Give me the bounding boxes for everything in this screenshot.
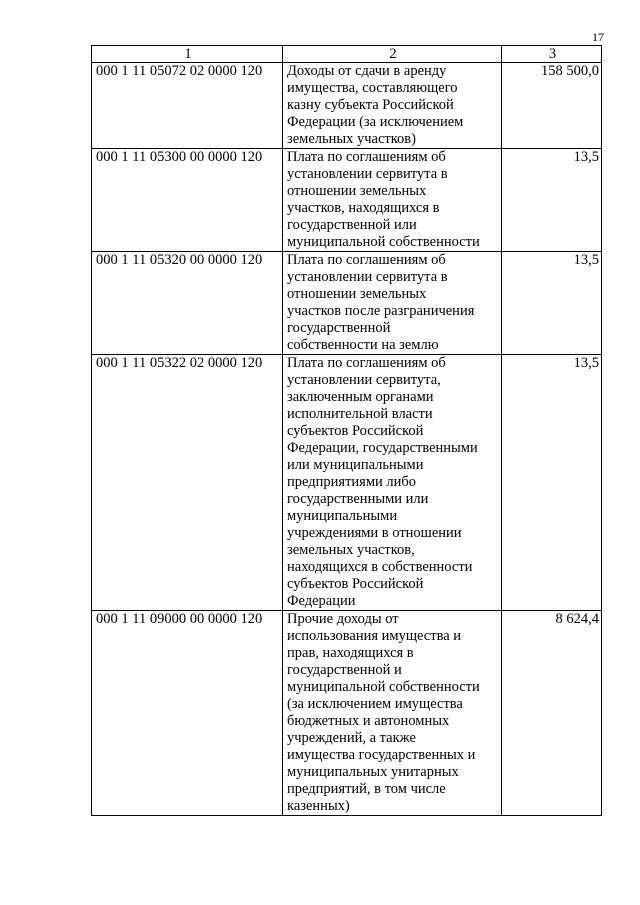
budget-code: 000 1 11 05320 00 0000 120 <box>92 252 283 355</box>
column-number-row <box>92 46 602 63</box>
table-row <box>92 149 602 252</box>
revenue-amount: 158 500,0 <box>502 63 602 149</box>
table-row <box>92 355 602 611</box>
revenue-name: Прочие доходы от использования имущества и прав, находящихся в государственной и муниципальной собственности (за исключением имущества бюджетных и автономных учреждений, а также имущества государственных и муниципальных унитарных предприятий, в том числе казенных) <box>283 611 502 816</box>
revenue-amount: 8 624,4 <box>502 611 602 816</box>
revenue-name: Плата по соглашениям об установлении сервитута, заключенным органами исполнительной власти субъектов Российской Федерации, государственными или муниципальными предприятиями либо государственными или муниципальными учреждениями в отношении земельных участков, находящихся в собственности субъектов Российской Федерации <box>283 355 502 611</box>
column-header-code: 1 <box>92 46 283 63</box>
page-number: 17 <box>592 30 604 44</box>
revenue-table <box>91 45 602 816</box>
table-row <box>92 63 602 149</box>
revenue-name: Плата по соглашениям об установлении сервитута в отношении земельных участков после разграничения государственной собственности на землю <box>283 252 502 355</box>
revenue-name: Доходы от сдачи в аренду имущества, составляющего казну субъекта Российской Федерации (за исключением земельных участков) <box>283 63 502 149</box>
budget-code: 000 1 11 09000 00 0000 120 <box>92 611 283 816</box>
budget-code: 000 1 11 05072 02 0000 120 <box>92 63 283 149</box>
table-row <box>92 611 602 816</box>
table-row <box>92 252 602 355</box>
column-header-name: 2 <box>283 46 502 63</box>
revenue-name: Плата по соглашениям об установлении сервитута в отношении земельных участков, находящихся в государственной или муниципальной собственности <box>283 149 502 252</box>
revenue-amount: 13,5 <box>502 252 602 355</box>
column-header-amount: 3 <box>502 46 602 63</box>
budget-code: 000 1 11 05300 00 0000 120 <box>92 149 283 252</box>
revenue-amount: 13,5 <box>502 355 602 611</box>
revenue-amount: 13,5 <box>502 149 602 252</box>
budget-code: 000 1 11 05322 02 0000 120 <box>92 355 283 611</box>
